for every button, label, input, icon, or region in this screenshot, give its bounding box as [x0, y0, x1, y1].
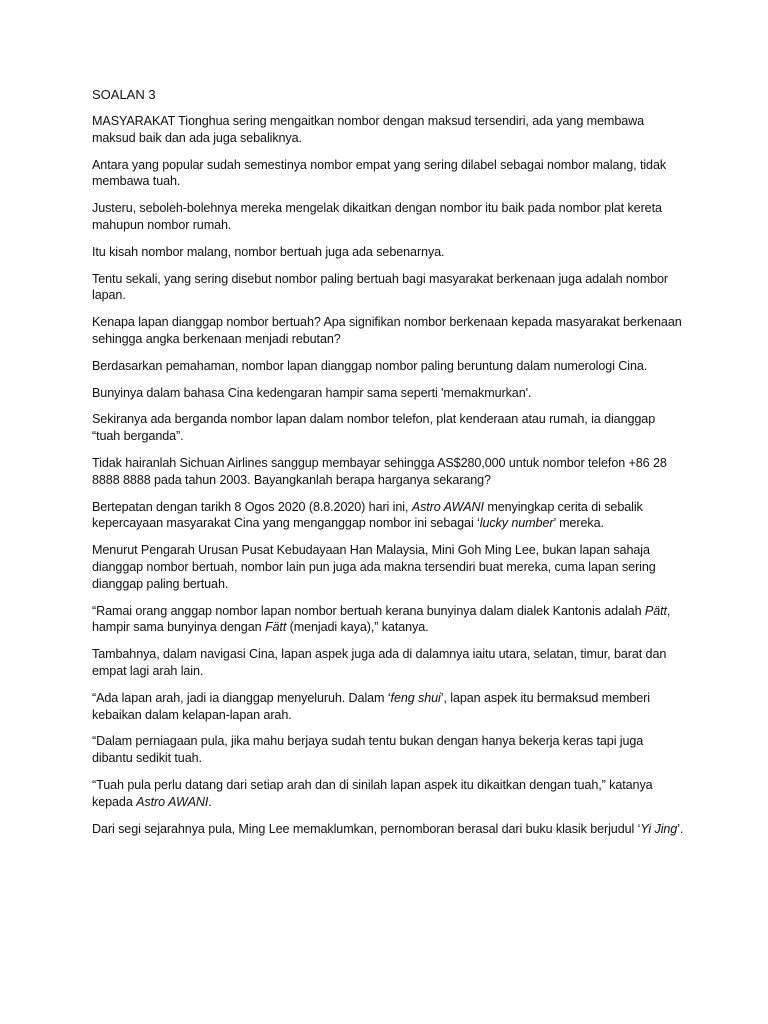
paragraph-5: Tentu sekali, yang sering disebut nombor paling bertuah bagi masyarakat berkenaan juga adalah nombor lapan.: [92, 271, 668, 303]
paragraph-15-italic-b: feng shui: [390, 690, 441, 705]
document-page: [92, 86, 684, 847]
paragraph-16: “Dalam perniagaan pula, jika mahu berjaya sudah tentu bukan dengan hanya bekerja keras tapi juga dibantu sedikit tuah.: [92, 734, 644, 766]
paragraph-8: Bunyinya dalam bahasa Cina kedengaran hampir sama seperti 'memakmurkan'.: [92, 385, 532, 400]
section-heading: SOALAN 3: [92, 87, 156, 102]
paragraph-18-text-a: Dari segi sejarahnya pula, Ming Lee memaklumkan, pernomboran berasal dari buku klasik berjudul ‘: [92, 821, 641, 836]
paragraph-14: Tambahnya, dalam navigasi Cina, lapan aspek juga ada di dalamnya iaitu utara, selatan, timur, barat dan empat lagi arah lain.: [92, 647, 667, 678]
paragraph-11-text-c: menyingkap cerita di sebalik kepercayaan masyarakat Cina yang menganggap nombor ini sebagai ‘: [92, 499, 643, 531]
paragraph-18: [92, 821, 684, 838]
paragraph-15-text-a: “Ada lapan arah, jadi ia dianggap menyeluruh. Dalam ‘: [92, 690, 391, 705]
paragraph-7: Berdasarkan pemahaman, nombor lapan dianggap nombor paling beruntung dalam numerologi Cina.: [92, 358, 648, 373]
paragraph-17-text-a: “Tuah pula perlu datang dari setiap arah dan di sinilah lapan aspek itu dikaitkan dengan tuah,” katanya kepada: [92, 777, 653, 809]
paragraph-15-text-c: ’, lapan aspek itu bermaksud memberi kebaikan dalam kelapan-lapan arah.: [92, 690, 650, 722]
paragraph-13-text-e: (menjadi kaya),” katanya.: [286, 620, 429, 635]
paragraph-12: Menurut Pengarah Urusan Pusat Kebudayaan Han Malaysia, Mini Goh Ming Lee, bukan lapan sahaja dianggap nombor bertuah, nombor lain pun juga ada makna tersendiri buat mereka, cuma lapan sering dianggap paling bertuah.: [92, 543, 656, 591]
paragraph-3: Justeru, seboleh-bolehnya mereka mengelak dikaitkan dengan nombor itu baik pada nombor plat kereta mahupun nombor rumah.: [92, 201, 662, 232]
paragraph-11-italic-d: lucky number: [479, 516, 554, 531]
paragraph-13-italic-d: Fätt: [264, 620, 287, 635]
paragraph-17-text-c: .: [208, 794, 212, 809]
paragraph-10: Tidak hairanlah Sichuan Airlines sanggup membayar sehingga AS$280,000 untuk nombor telefon +86 28 8888 8888 pada tahun 2003. Bayangkanlah berapa harganya sekarang?: [92, 455, 667, 487]
paragraph-17-italic-b: Astro AWANI: [136, 794, 209, 809]
paragraph-11: [92, 499, 684, 533]
paragraph-11-text-a: Bertepatan dengan tarikh 8 Ogos 2020 (8.8.2020) hari ini,: [92, 499, 412, 514]
paragraph-15: [92, 690, 684, 724]
paragraph-9: Sekiranya ada berganda nombor lapan dalam nombor telefon, plat kenderaan atau rumah, ia dianggap “tuah berganda”.: [92, 412, 656, 444]
paragraph-6: Kenapa lapan dianggap nombor bertuah? Apa signifikan nombor berkenaan kepada masyarakat berkenaan sehingga angka berkenaan menjadi rebutan?: [92, 315, 682, 346]
paragraph-2: Antara yang popular sudah semestinya nombor empat yang sering dilabel sebagai nombor malang, tidak membawa tuah.: [92, 157, 667, 189]
paragraph-13: [92, 603, 684, 637]
paragraph-18-italic-b: Yi Jing: [640, 821, 678, 836]
paragraph-4: Itu kisah nombor malang, nombor bertuah juga ada sebenarnya.: [92, 244, 445, 259]
paragraph-13-text-a: “Ramai orang anggap nombor lapan nombor bertuah kerana bunyinya dalam dialek Kantonis adalah: [92, 603, 645, 618]
paragraph-1: MASYARAKAT Tionghua sering mengaitkan nombor dengan maksud tersendiri, ada yang membawa maksud baik dan ada juga sebaliknya.: [92, 114, 645, 145]
paragraph-13-italic-b: Pätt: [644, 603, 667, 618]
paragraph-11-italic-b: Astro AWANI: [411, 499, 484, 514]
paragraph-11-text-e: ’ mereka.: [553, 516, 604, 531]
paragraph-13-text-c: , hampir sama bunyinya dengan: [92, 603, 671, 635]
paragraph-18-text-c: ’.: [677, 821, 684, 836]
paragraph-17: [92, 777, 684, 811]
